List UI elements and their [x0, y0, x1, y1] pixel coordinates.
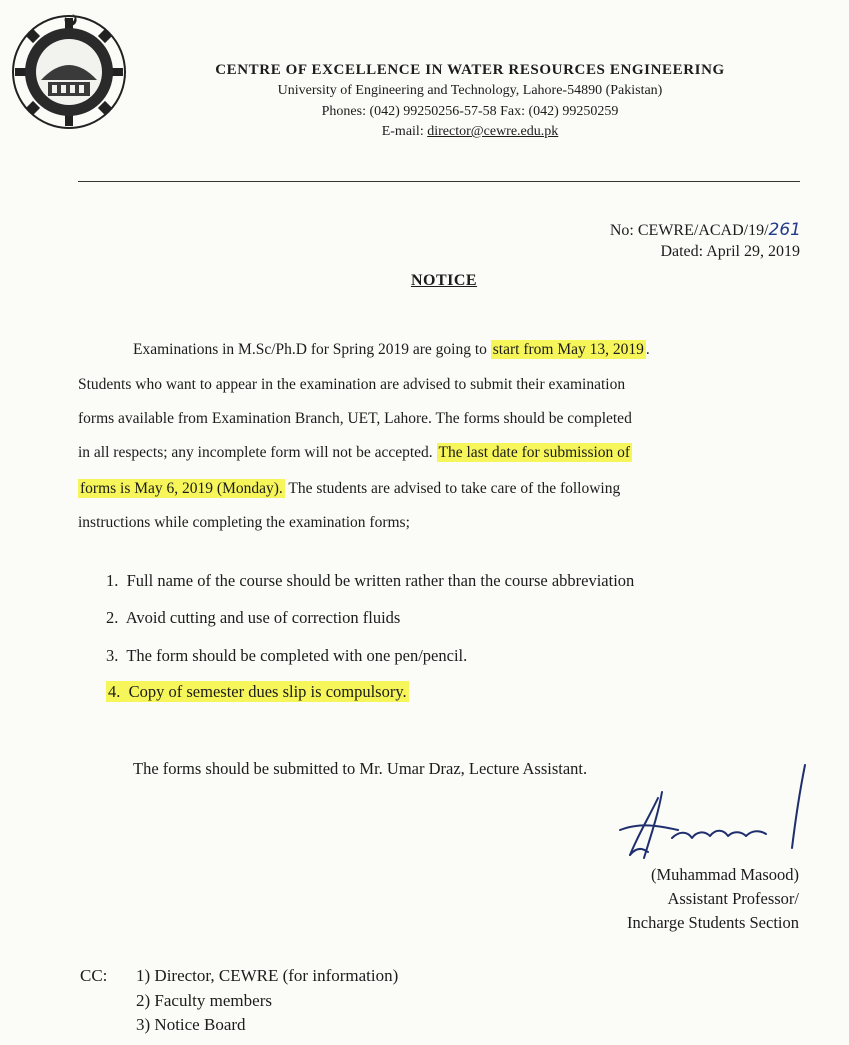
submission-note: The forms should be submitted to Mr. Umar Draz, Lecture Assistant.: [133, 759, 588, 778]
highlighted-deadline: The last date for submission of: [438, 444, 631, 461]
highlighted-instruction: [106, 681, 409, 702]
instruction-number: 2.: [106, 608, 119, 627]
phone-fax-line: Phones: (042) 99250256-57-58 Fax: (042) 99250259: [321, 104, 619, 119]
institution-title: CENTRE OF EXCELLENCE IN WATER RESOURCES ENGINEERING: [215, 62, 725, 78]
text-span: The students are advised to take care of the following: [284, 480, 621, 497]
cc-item: 2) Faculty members: [136, 991, 272, 1010]
cc-item: 3) Notice Board: [136, 1015, 246, 1034]
signatory-section: Incharge Students Section: [627, 913, 799, 932]
header-divider: [78, 181, 800, 182]
paragraph-line-2: Students who want to appear in the examination are advised to submit their examination: [78, 376, 626, 393]
paragraph-line-3: forms available from Examination Branch, UET, Lahore. The forms should be completed: [78, 410, 632, 427]
reference-number: [610, 220, 801, 240]
instruction-number: 1.: [106, 571, 119, 590]
highlighted-start-date: start from May 13, 2019: [492, 341, 644, 358]
signatory-name: (Muhammad Masood): [650, 865, 799, 884]
email-line: [150, 124, 790, 140]
text-span: in all respects; any incomplete form will not be accepted.: [78, 444, 437, 461]
paragraph-line-6: instructions while completing the examination forms;: [78, 514, 410, 531]
paragraph-line-1: [133, 341, 650, 359]
instruction-text: Full name of the course should be written rather than the course abbreviation: [126, 571, 635, 590]
instruction-text: Avoid cutting and use of correction fluids: [125, 608, 401, 627]
uet-logo-icon: [8, 8, 130, 130]
instruction-number: 3.: [106, 646, 119, 665]
instruction-text: The form should be completed with one pen/pencil.: [126, 646, 468, 665]
reference-date: Dated: April 29, 2019: [660, 243, 800, 260]
highlighted-deadline-date: forms is May 6, 2019 (Monday).: [80, 480, 283, 497]
reference-prefix: No: CEWRE/ACAD/19/: [609, 222, 769, 239]
text-span: .: [645, 341, 650, 358]
paragraph-line-4: [78, 444, 632, 462]
instruction-number: 4.: [108, 682, 121, 701]
instruction-item: [106, 646, 467, 666]
paragraph-line-5: [78, 480, 620, 498]
instruction-item: [106, 571, 634, 591]
notice-title: NOTICE: [410, 272, 478, 289]
cc-label: CC:: [80, 966, 108, 985]
university-line: University of Engineering and Technology, Lahore-54890 (Pakistan): [277, 83, 663, 98]
cc-item: 1) Director, CEWRE (for information): [136, 966, 399, 985]
instruction-item: [106, 608, 400, 628]
signatory-title: Assistant Professor/: [667, 889, 799, 908]
reference-handwritten-number: 261: [768, 220, 801, 240]
text-span: Examinations in M.Sc/Ph.D for Spring 2019 are going to: [133, 341, 491, 358]
email-label: E-mail:: [381, 124, 428, 139]
instruction-item: [106, 682, 409, 702]
signature-icon: [600, 760, 815, 870]
instruction-text: Copy of semester dues slip is compulsory.: [128, 682, 407, 701]
email-address: director@cewre.edu.pk: [427, 124, 559, 139]
